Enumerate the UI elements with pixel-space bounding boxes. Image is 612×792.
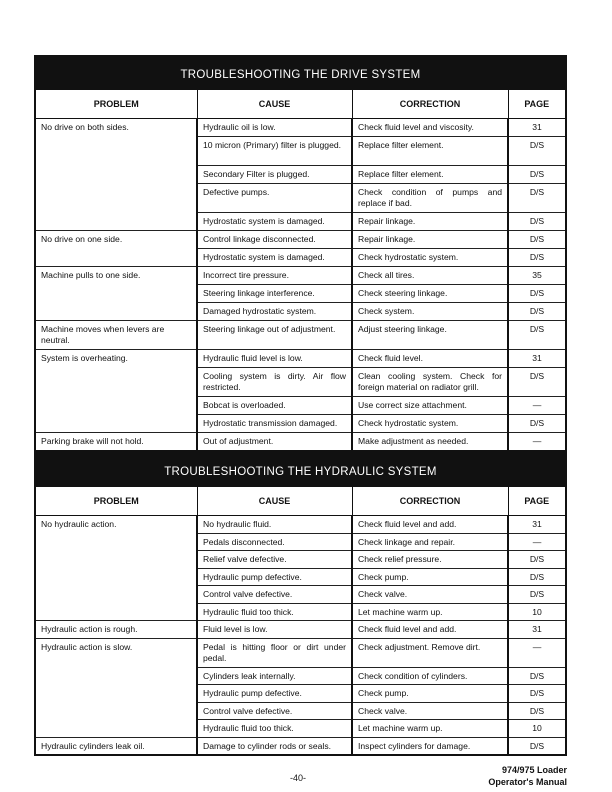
manual-title — [488, 764, 567, 788]
column-header-cause: CAUSE — [197, 487, 352, 516]
page-cell: D/S — [508, 321, 565, 350]
problem-cell: Parking brake will not hold. — [36, 433, 197, 451]
cause-cell: 10 micron (Primary) filter is plugged. — [197, 137, 352, 166]
table-row — [36, 231, 565, 249]
cause-cell: Hydraulic fluid level is low. — [197, 350, 352, 368]
cause-cell: Steering linkage interference. — [197, 285, 352, 303]
correction-cell: Check linkage and repair. — [352, 533, 508, 551]
page-cell: 31 — [508, 516, 565, 534]
drive-troubleshooting-table — [34, 55, 567, 452]
column-header-page: PAGE — [508, 487, 565, 516]
column-header-problem: PROBLEM — [36, 487, 197, 516]
page-cell: 10 — [508, 720, 565, 738]
cause-cell: Hydrostatic transmission damaged. — [197, 415, 352, 433]
column-header-correction: CORRECTION — [352, 487, 508, 516]
table-row — [36, 433, 565, 451]
problem-cell: No hydraulic action. — [36, 516, 197, 621]
cause-cell: Cylinders leak internally. — [197, 667, 352, 685]
correction-cell: Check system. — [352, 303, 508, 321]
correction-cell: Let machine warm up. — [352, 603, 508, 621]
correction-cell: Adjust steering linkage. — [352, 321, 508, 350]
correction-cell: Make adjustment as needed. — [352, 433, 508, 451]
correction-cell: Check relief pressure. — [352, 551, 508, 569]
page-cell: D/S — [508, 303, 565, 321]
cause-cell: No hydraulic fluid. — [197, 516, 352, 534]
cause-cell: Hydraulic oil is low. — [197, 119, 352, 137]
correction-cell: Check adjustment. Remove dirt. — [352, 638, 508, 667]
problem-cell: Machine pulls to one side. — [36, 267, 197, 321]
cause-cell: Out of adjustment. — [197, 433, 352, 451]
correction-cell: Let machine warm up. — [352, 720, 508, 738]
cause-cell: Damaged hydrostatic system. — [197, 303, 352, 321]
manual-name: Operator's Manual — [488, 777, 567, 787]
page-cell: D/S — [508, 249, 565, 267]
correction-cell: Check fluid level and add. — [352, 516, 508, 534]
correction-cell: Check pump. — [352, 685, 508, 703]
correction-cell: Check hydrostatic system. — [352, 249, 508, 267]
correction-cell: Check condition of cylinders. — [352, 667, 508, 685]
table-row — [36, 267, 565, 285]
page-cell: D/S — [508, 285, 565, 303]
page-cell: D/S — [508, 702, 565, 720]
hydraulic-troubleshooting-table — [34, 452, 567, 756]
cause-cell: Pedal is hitting floor or dirt under pedal. — [197, 638, 352, 667]
table-title: TROUBLESHOOTING THE HYDRAULIC SYSTEM — [36, 454, 565, 487]
correction-cell: Check valve. — [352, 702, 508, 720]
page-cell: 31 — [508, 119, 565, 137]
problem-cell: System is overheating. — [36, 350, 197, 433]
page-cell: D/S — [508, 368, 565, 397]
page-cell: 10 — [508, 603, 565, 621]
correction-cell: Check steering linkage. — [352, 285, 508, 303]
correction-cell: Check fluid level and viscosity. — [352, 119, 508, 137]
page-cell: D/S — [508, 551, 565, 569]
page-cell: D/S — [508, 415, 565, 433]
cause-cell: Hydrostatic system is damaged. — [197, 249, 352, 267]
cause-cell: Hydraulic fluid too thick. — [197, 603, 352, 621]
column-header-problem: PROBLEM — [36, 90, 197, 119]
page-cell: D/S — [508, 667, 565, 685]
header-row — [36, 487, 565, 516]
cause-cell: Control linkage disconnected. — [197, 231, 352, 249]
correction-cell: Replace filter element. — [352, 137, 508, 166]
table-row — [36, 350, 565, 368]
table-row — [36, 119, 565, 137]
cause-cell: Control valve defective. — [197, 586, 352, 604]
problem-cell: No drive on one side. — [36, 231, 197, 267]
page-cell: D/S — [508, 737, 565, 754]
table-title: TROUBLESHOOTING THE DRIVE SYSTEM — [36, 57, 565, 90]
cause-cell: Fluid level is low. — [197, 621, 352, 639]
cause-cell: Secondary Filter is plugged. — [197, 166, 352, 184]
cause-cell: Pedals disconnected. — [197, 533, 352, 551]
model-name: 974/975 Loader — [501, 765, 567, 775]
table-row — [36, 516, 565, 534]
cause-cell: Defective pumps. — [197, 184, 352, 213]
cause-cell: Hydraulic pump defective. — [197, 685, 352, 703]
page-cell: — — [508, 397, 565, 415]
correction-cell: Replace filter element. — [352, 166, 508, 184]
correction-cell: Check hydrostatic system. — [352, 415, 508, 433]
page-number: -40- — [290, 773, 307, 783]
page-cell: D/S — [508, 586, 565, 604]
cause-cell: Hydraulic pump defective. — [197, 568, 352, 586]
correction-cell: Use correct size attachment. — [352, 397, 508, 415]
column-header-page: PAGE — [508, 90, 565, 119]
cause-cell: Cooling system is dirty. Air flow restricted. — [197, 368, 352, 397]
table-row — [36, 621, 565, 639]
correction-cell: Repair linkage. — [352, 231, 508, 249]
page-cell: D/S — [508, 231, 565, 249]
cause-cell: Hydraulic fluid too thick. — [197, 720, 352, 738]
column-header-cause: CAUSE — [197, 90, 352, 119]
page-cell: 31 — [508, 350, 565, 368]
cause-cell: Bobcat is overloaded. — [197, 397, 352, 415]
cause-cell: Hydrostatic system is damaged. — [197, 213, 352, 231]
correction-cell: Inspect cylinders for damage. — [352, 737, 508, 754]
page-cell: D/S — [508, 184, 565, 213]
correction-cell: Repair linkage. — [352, 213, 508, 231]
problem-cell: Hydraulic action is rough. — [36, 621, 197, 639]
cause-cell: Incorrect tire pressure. — [197, 267, 352, 285]
correction-cell: Check all tires. — [352, 267, 508, 285]
cause-cell: Control valve defective. — [197, 702, 352, 720]
correction-cell: Check fluid level. — [352, 350, 508, 368]
table-row — [36, 321, 565, 350]
header-row — [36, 90, 565, 119]
correction-cell: Check pump. — [352, 568, 508, 586]
correction-cell: Check valve. — [352, 586, 508, 604]
table-row — [36, 638, 565, 667]
page-cell: D/S — [508, 137, 565, 166]
problem-cell: Hydraulic cylinders leak oil. — [36, 737, 197, 754]
problem-cell: Machine moves when levers are neutral. — [36, 321, 197, 350]
cause-cell: Damage to cylinder rods or seals. — [197, 737, 352, 754]
page-cell: — — [508, 638, 565, 667]
page-cell: 31 — [508, 621, 565, 639]
page-cell: D/S — [508, 685, 565, 703]
column-header-correction: CORRECTION — [352, 90, 508, 119]
correction-cell: Clean cooling system. Check for foreign material on radiator grill. — [352, 368, 508, 397]
cause-cell: Steering linkage out of adjustment. — [197, 321, 352, 350]
cause-cell: Relief valve defective. — [197, 551, 352, 569]
correction-cell: Check fluid level and add. — [352, 621, 508, 639]
page-cell: D/S — [508, 213, 565, 231]
page-cell: D/S — [508, 568, 565, 586]
page-cell: — — [508, 533, 565, 551]
table-row — [36, 737, 565, 754]
problem-cell: Hydraulic action is slow. — [36, 638, 197, 737]
problem-cell: No drive on both sides. — [36, 119, 197, 231]
page-cell: D/S — [508, 166, 565, 184]
page-cell: — — [508, 433, 565, 451]
page-cell: 35 — [508, 267, 565, 285]
correction-cell: Check condition of pumps and replace if bad. — [352, 184, 508, 213]
